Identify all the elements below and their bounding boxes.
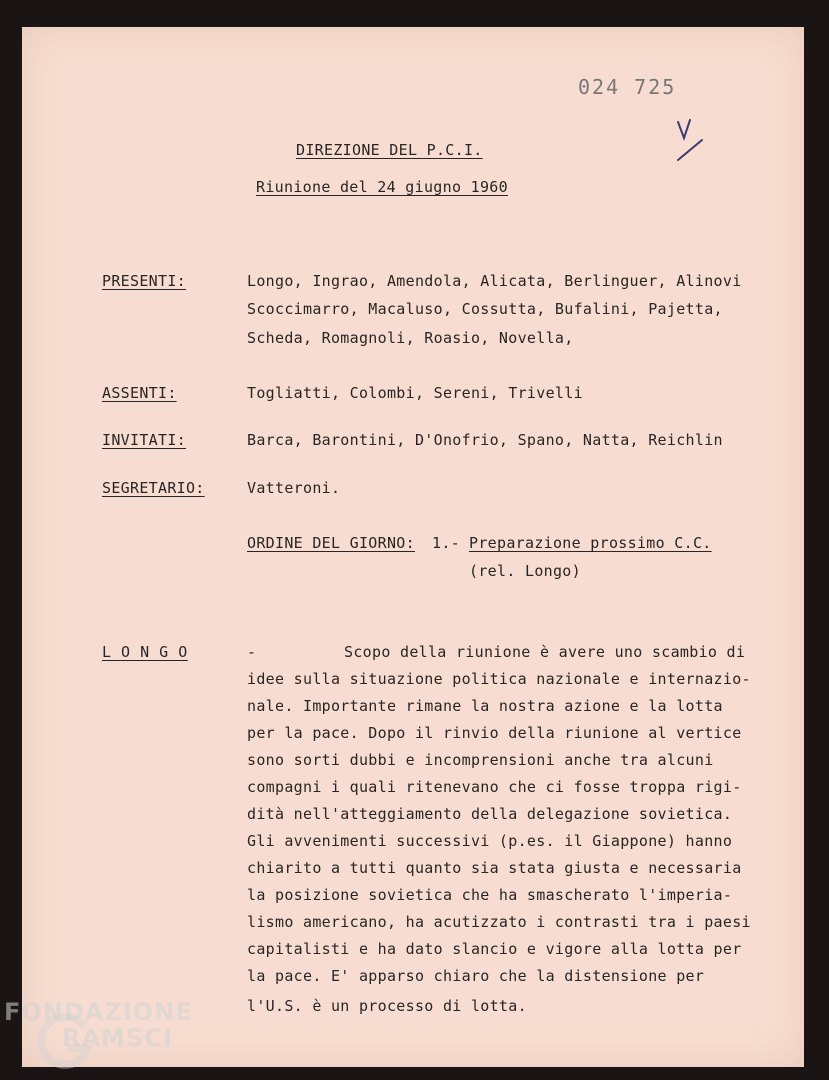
speech-line: Scopo della riunione è avere uno scambio di [344,643,746,661]
speech-line: idee sulla situazione politica nazionale e internazio- [247,670,751,688]
speech-dash: - [247,643,257,661]
agenda-note: (rel. Longo) [469,562,581,580]
speech-line: la pace. E' apparso chiaro che la distensione per [247,967,705,985]
speech-line: l'U.S. è un processo di lotta. [247,997,527,1015]
speech-line: lismo americano, ha acutizzato i contrasti tra i paesi [247,913,751,931]
assenti-line: Togliatti, Colombi, Sereni, Trivelli [247,384,583,402]
archive-serial-number: 024 725 [578,75,677,99]
invitati-label: INVITATI: [102,431,186,449]
speech-line: dità nell'atteggiamento della delegazione sovietica. [247,805,733,823]
assenti-label: ASSENTI: [102,384,177,402]
handwritten-check-mark [672,112,712,167]
speech-line: capitalisti e ha dato slancio e vigore alla lotta per [247,940,742,958]
segretario-label: SEGRETARIO: [102,479,205,497]
agenda-number: 1.- [432,534,460,552]
watermark-line-2: RAMSCI [62,1024,173,1052]
speech-line: sono sorti dubbi e incomprensioni anche tra alcuni [247,751,714,769]
speaker-name: L O N G O [102,643,188,661]
document-title: DIREZIONE DEL P.C.I. [296,141,483,159]
meeting-date: Riunione del 24 giugno 1960 [256,178,508,196]
presenti-label: PRESENTI: [102,272,186,290]
agenda-item: Preparazione prossimo C.C. [469,534,712,552]
watermark-line-1: FONDAZIONE [4,998,193,1026]
presenti-line: Scoccimarro, Macaluso, Cossutta, Bufalini, Pajetta, [247,300,723,318]
speech-line: compagni i quali ritenevano che ci fosse troppa rigi- [247,778,742,796]
speech-line: Gli avvenimenti successivi (p.es. il Giappone) hanno [247,832,733,850]
fondazione-watermark [4,1000,193,1050]
agenda-label: ORDINE DEL GIORNO: [247,534,415,552]
invitati-line: Barca, Barontini, D'Onofrio, Spano, Natta, Reichlin [247,431,723,449]
presenti-line: Longo, Ingrao, Amendola, Alicata, Berlinguer, Alinovi [247,272,742,290]
presenti-line: Scheda, Romagnoli, Roasio, Novella, [247,329,574,347]
speech-line: nale. Importante rimane la nostra azione e la lotta [247,697,723,715]
segretario-line: Vatteroni. [247,479,341,497]
speech-line: chiarito a tutti quanto sia stata giusta e necessaria [247,859,742,877]
speech-line: la posizione sovietica che ha smascherato l'imperia- [247,886,733,904]
speech-line: per la pace. Dopo il rinvio della riunione al vertice [247,724,742,742]
